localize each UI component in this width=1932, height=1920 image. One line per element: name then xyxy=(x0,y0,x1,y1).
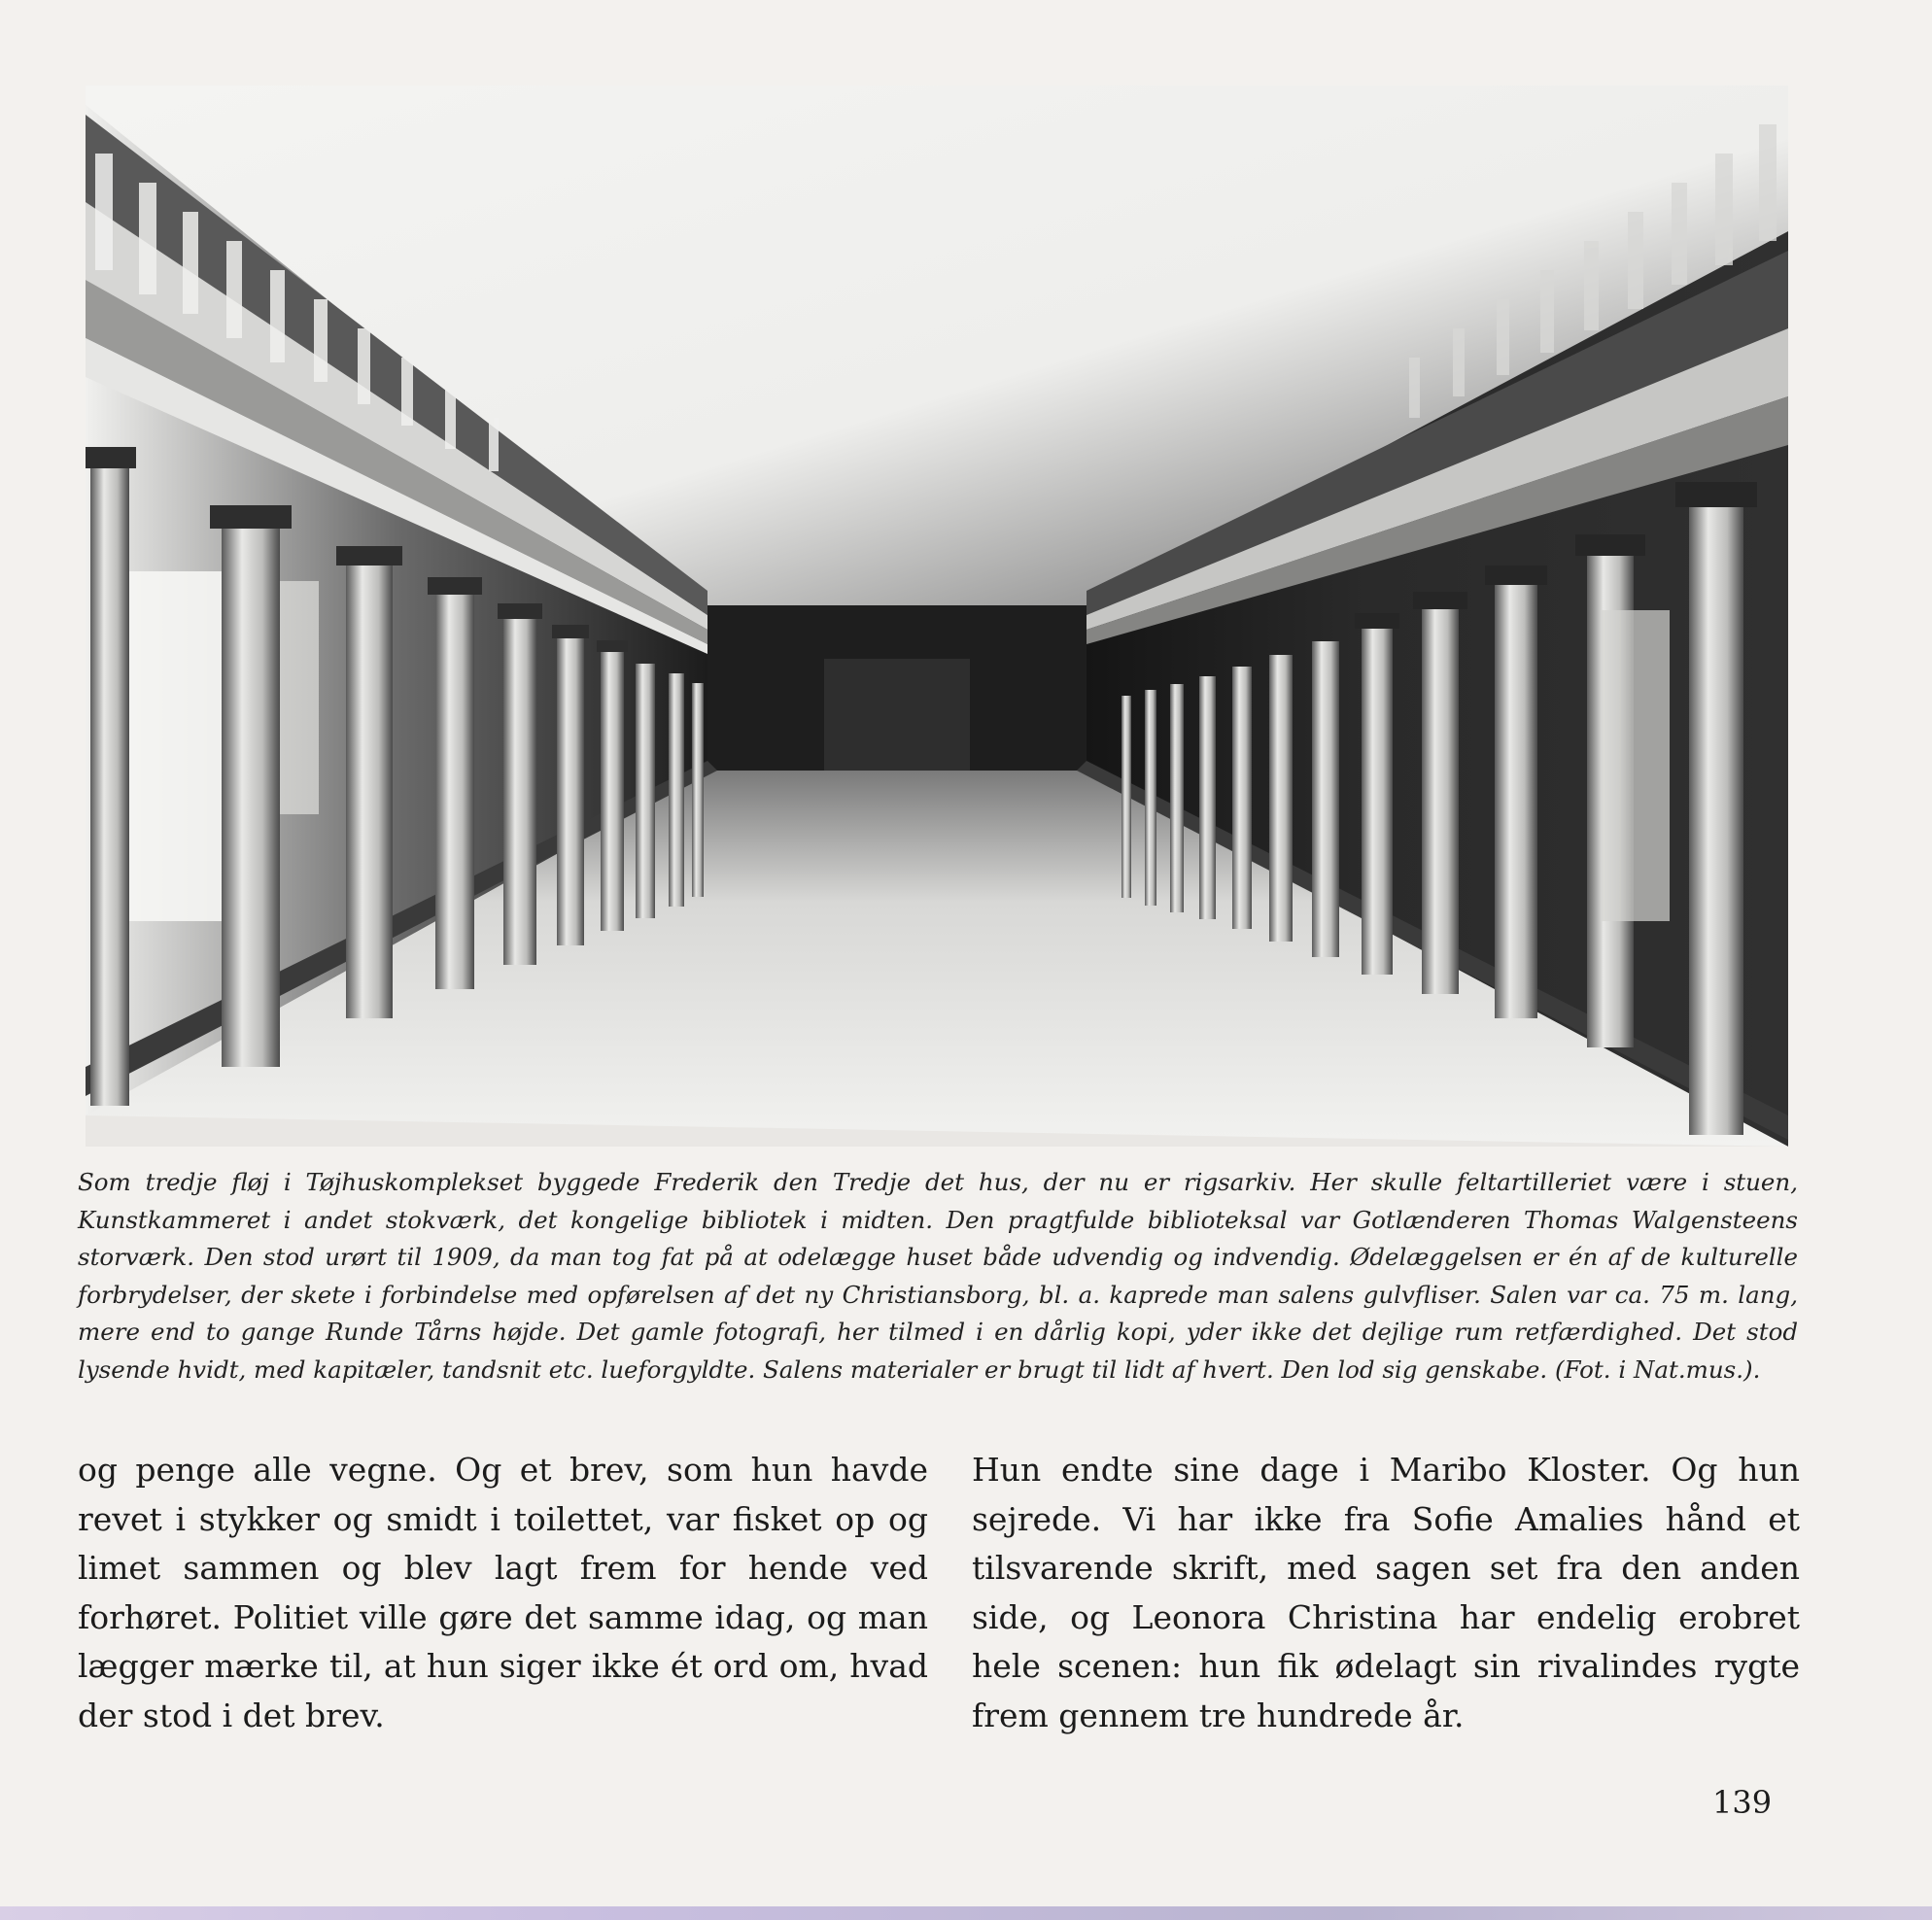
photo-caption: Som tredje fløj i Tøjhuskomplekset byggede Frederik den Tredje det hus, der nu er rigsarkiv. Her skulle feltartilleriet være i stuen, Kunstkammeret i andet stokværk, det kongelige bibliotek i midten. Den pragtfulde biblioteksal var Gotlænderen Thomas Walgensteens storværk. Den stod urørt til 1909, da man tog fat på at odelægge huset både udvendig og indvendig. Ødelæggelsen er én af de kulturelle forbrydelser, der skete i forbindelse med opførelsen af det ny Christiansborg, bl. a. kaprede man salens gulvfliser. Salen var ca. 75 m. lang, mere end to gange Runde Tårns højde. Det gamle fotografi, her tilmed i en dårlig kopi, yder ikke det dejlige rum retfærdighed. Det stod lysende hvidt, med kapitæler, tandsnit etc. lueforgyldte. Salens materialer er brugt til lidt af hvert. Den lod sig genskabe. (Fot. i Nat.mus.). xyxy=(78,1168,1798,1384)
photo-illustration xyxy=(86,86,1788,1147)
library-hall-photo xyxy=(86,86,1788,1147)
page-number: 139 xyxy=(1712,1784,1773,1821)
body-text-right-column: Hun endte sine dage i Maribo Kloster. Og hun sejrede. Vi har ikke fra Sofie Amalies hånd et tilsvarende skrift, med sagen set fra den anden side, og Leonora Christina har endelig erobret hele scenen: hun fik ødelagt sin rivalindes rygte frem gennem tre hundrede år. xyxy=(972,1451,1800,1734)
scan-edge xyxy=(0,1906,1932,1920)
body-text-left-column: og penge alle vegne. Og et brev, som hun havde revet i stykker og smidt i toilettet, var fisket op og limet sammen og blev lagt frem for hende ved forhøret. Politiet ville gøre det samme idag, og man lægger mærke til, at hun siger ikke ét ord om, hvad der stod i det brev. xyxy=(78,1451,928,1734)
